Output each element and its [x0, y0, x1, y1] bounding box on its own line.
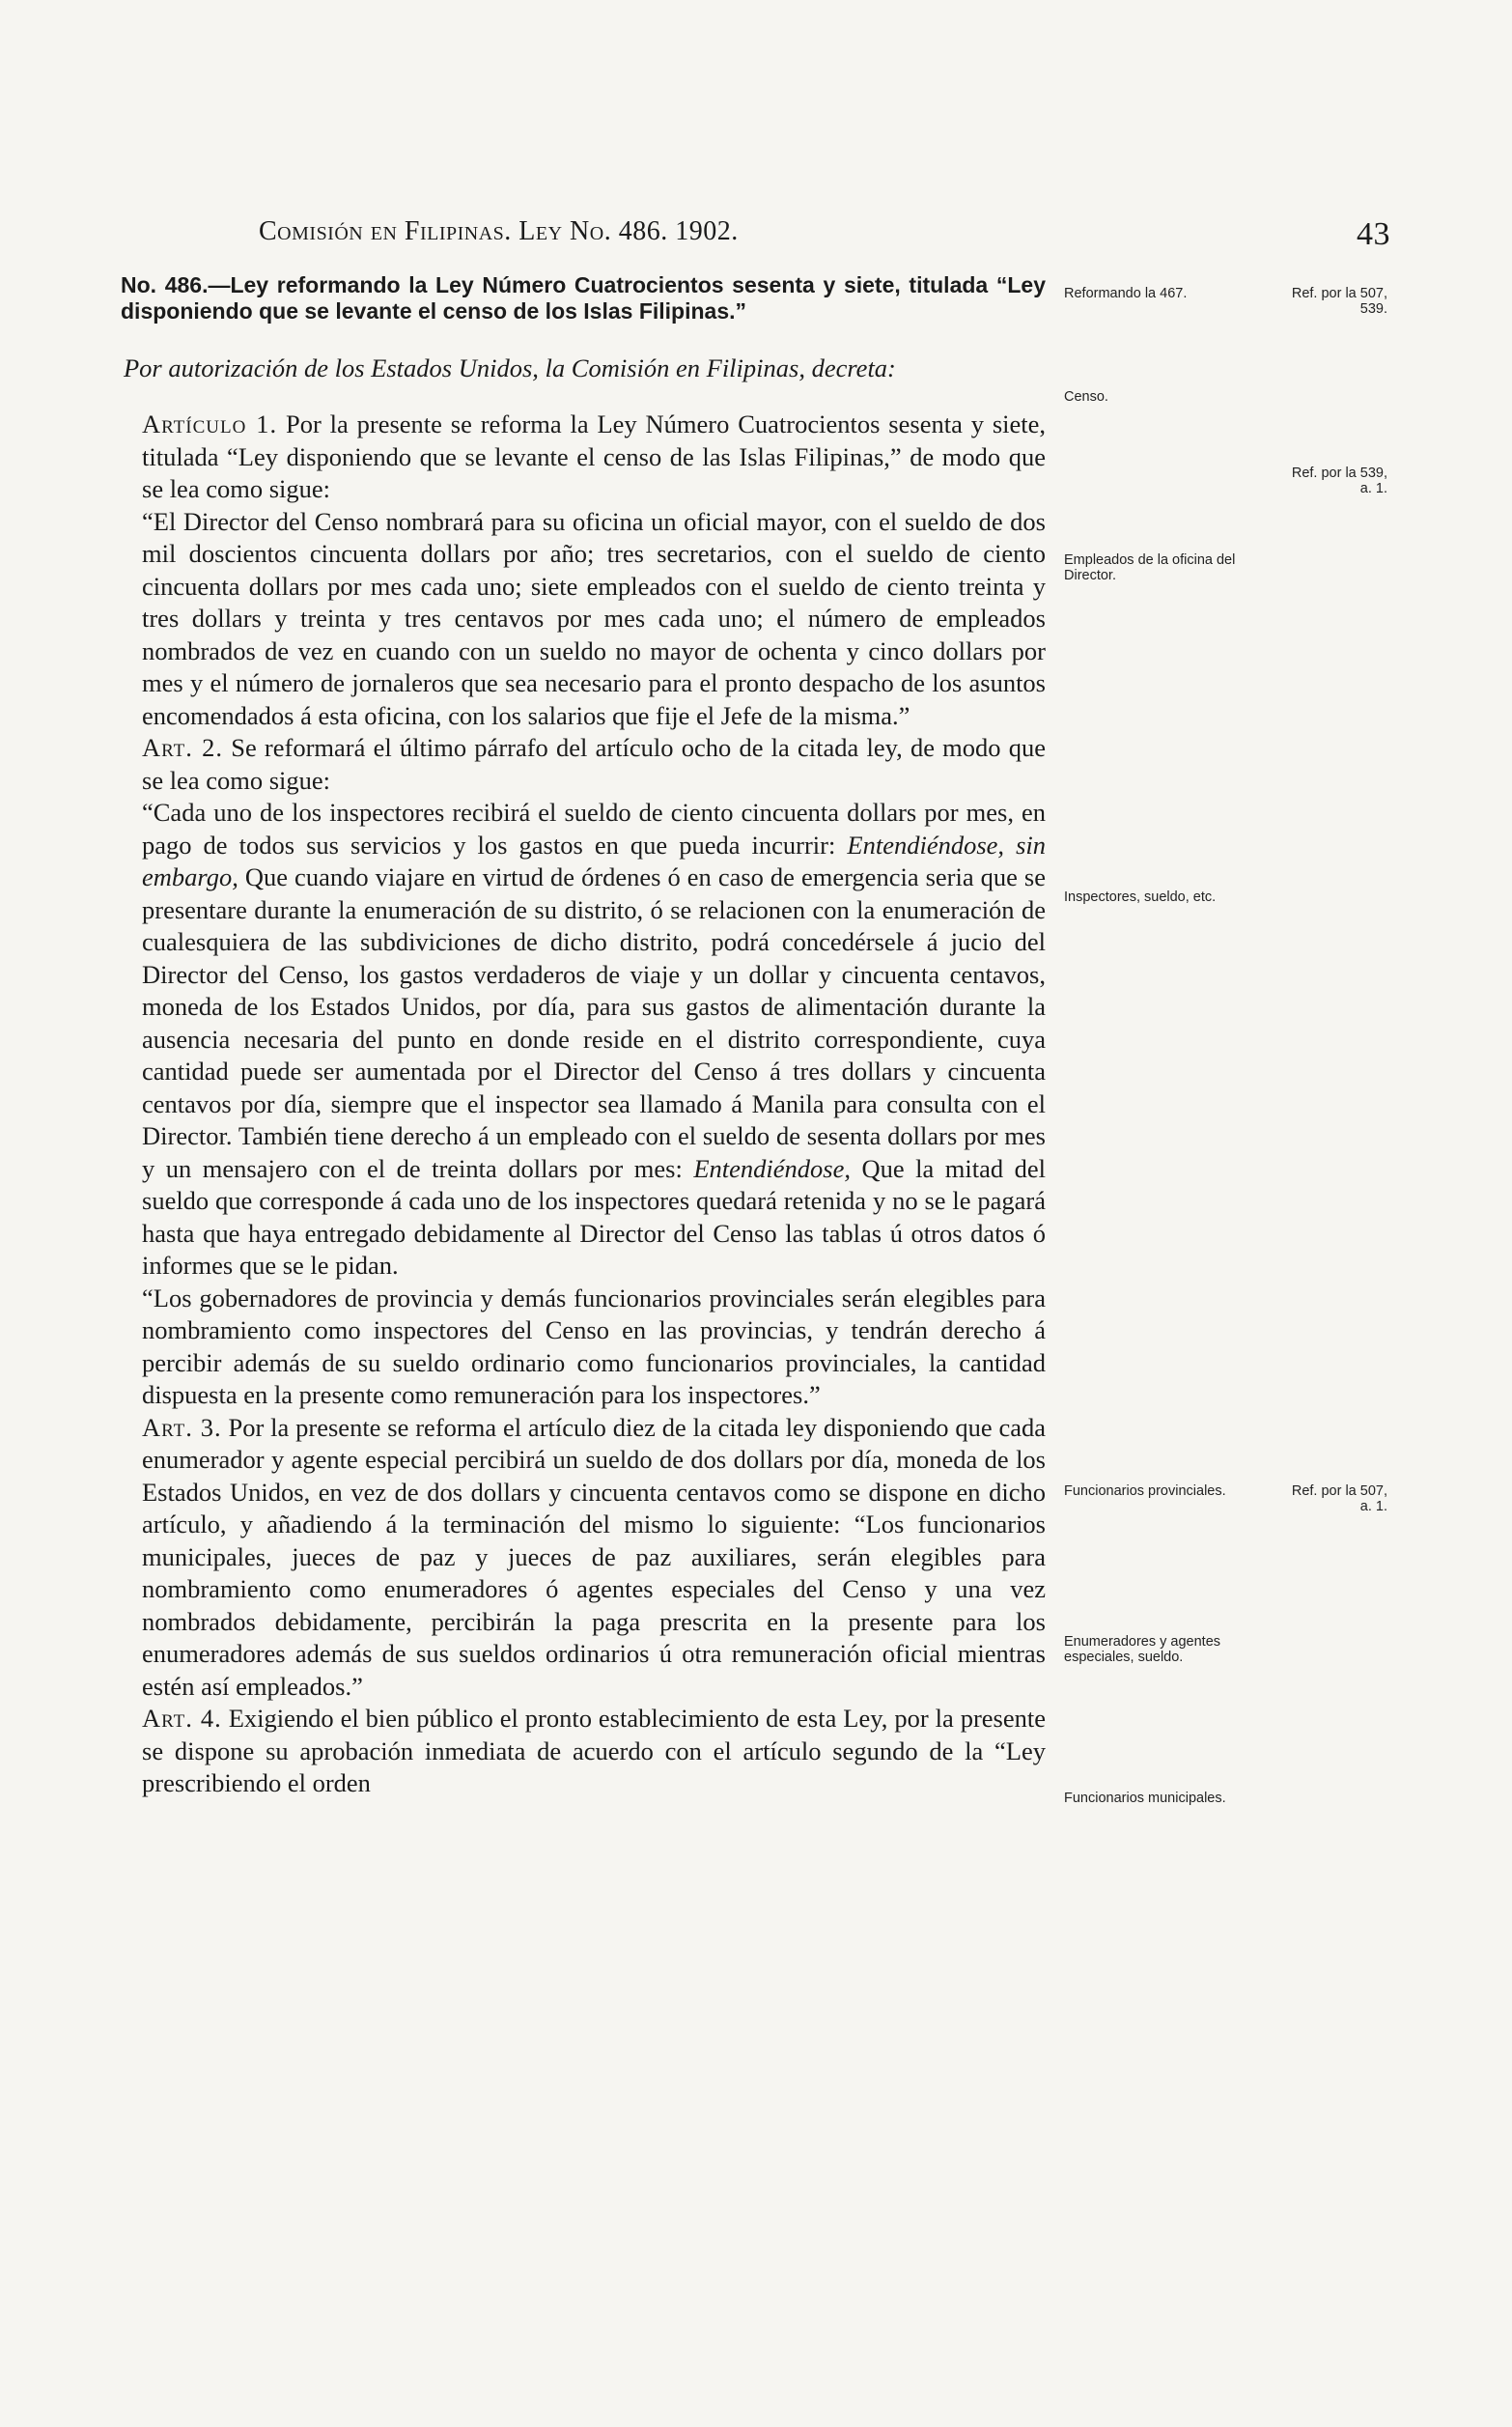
- article-2-quote-inspectors: [121, 797, 1046, 1283]
- margin-note-funcionarios-municipales: Funcionarios municipales.: [1064, 1791, 1226, 1806]
- article-4-text: Exigiendo el bien público el pronto establecimiento de esta Ley, por la presente se dispone su aprobación inmediata de acuerdo con el artículo segundo de la “Ley prescribiendo el orden: [142, 1704, 1047, 1797]
- margin-ref-507: Ref. por la 507, a. 1.: [1291, 1483, 1387, 1514]
- margin-ref-507-539: Ref. por la 507, 539.: [1291, 286, 1387, 317]
- margin-note-funcionarios-provinciales: Funcionarios provinciales.: [1064, 1483, 1226, 1499]
- article-2-quote-b: Que cuando viajare en virtud de órdenes ó en caso de emergencia seria que se presentare durante la enumeración de su distrito, ó se relacionen con la enumeración de cualesquiera de las subdiviciones de dicho distrito, podrá concedérsele á jucio del Director del Censo, los gastos verdaderos de viaje y un dollar y cincuenta centavos, moneda de los Estados Unidos, por día, para sus gastos de alimentación durante la ausencia necesaria del punto en donde reside en el distrito correspondiente, cuya cantidad puede ser aumentada por el Director del Censo á tres dollars y cincuenta centavos por día, siempre que el inspector sea llamado á Manila para consulta con el Director. También tiene derecho á un empleado con el sueldo de sesenta dollars por mes y un mensajero con el de treinta dollars por mes:: [142, 862, 1046, 1183]
- article-4: [121, 1703, 1046, 1800]
- article-3: [121, 1412, 1046, 1704]
- article-1-quote: “El Director del Censo nombrará para su oficina un oficial mayor, con el sueldo de dos mil doscientos cincuenta dollars por año; tres secretarios, con el sueldo de ciento cincuenta dollars por mes cada uno; siete empleados con el sueldo de ciento treinta y tres dollars y treinta y tres centavos por mes cada uno; el número de empleados nombrados de vez en cuando con un sueldo no mayor de ochenta y cinco dollars por mes y el número de jornaleros que sea necesario para el pronto despacho de los asuntos encomendados á esta oficina, con los salarios que fije el Jefe de la misma.”: [142, 506, 1046, 730]
- main-text-column: [121, 272, 1046, 1800]
- margin-note-censo: Censo.: [1064, 389, 1108, 405]
- article-2-text: Se reformará el último párrafo del artículo ocho de la citada ley, de modo que se lea como sigue:: [142, 733, 1047, 795]
- article-4-label: Art. 4.: [142, 1704, 222, 1733]
- article-2: [121, 732, 1046, 797]
- article-2-proviso-2: Entendiéndose,: [693, 1153, 851, 1183]
- running-title: Comisión en Filipinas. Ley No. 486. 1902.: [259, 216, 739, 246]
- article-1: [121, 409, 1046, 506]
- article-3-label: Art. 3.: [142, 1412, 222, 1442]
- article-3-text: Por la presente se reforma el artículo diez de la citada ley disponiendo que cada enumerador y agente especial percibirá un sueldo de dos dollars por día, moneda de los Estados Unidos, en vez de dos dollars y cincuenta centavos como se dispone en dicho artículo, y añadiendo á la terminación del mismo lo siguiente: “Los funcionarios municipales, jueces de paz y jueces de paz auxiliares, serán elegibles para nombramiento como enumeradores ó agentes especiales del Censo y una vez nombrados debidamente, percibirán la paga prescrita en la presente para los enumeradores además de sus sueldos ordinarios ú otra remuneración oficial mientras estén así empleados.”: [142, 1412, 1046, 1701]
- enacting-clause: Por autorización de los Estados Unidos, la Comisión en Filipinas, decreta:: [124, 353, 896, 382]
- page-number: 43: [1357, 216, 1390, 252]
- margin-ref-539: Ref. por la 539, a. 1.: [1291, 466, 1387, 496]
- article-2-quote-c: Que la mitad del sueldo que corresponde á cada uno de los inspectores quedará retenida y no se le pagará hasta que haya entregado debidamente al Director del Censo las tablas ú otros datos ó informes que se le pidan.: [142, 1153, 1047, 1280]
- article-2-quote-a: “Cada uno de los inspectores recibirá el sueldo de ciento cincuenta dollars por mes, en pago de todos sus servicios y los gastos en que pueda incurrir:: [142, 798, 1046, 860]
- margin-note-enumeradores: Enumeradores y agentes especiales, sueldo.: [1064, 1634, 1221, 1665]
- margin-note-empleados: Empleados de la oficina del Director.: [1064, 552, 1236, 583]
- article-2-quote-governors: “Los gobernadores de provincia y demás funcionarios provinciales serán elegibles para nombramiento como inspectores del Censo en las provincias, y tendrán derecho á percibir además de su sueldo ordinario como funcionarios provinciales, la cantidad dispuesta en la presente como remuneración para los inspectores.”: [142, 1283, 1046, 1409]
- article-2-proviso-1: Entendiéndose, sin embargo,: [142, 830, 1046, 891]
- law-title: No. 486.—Ley reformando la Ley Número Cuatrocientos sesenta y siete, titulada “Ley disponiendo que se levante el censo de los Islas Filipinas.”: [121, 272, 1046, 324]
- margin-note-inspectores: Inspectores, sueldo, etc.: [1064, 889, 1217, 905]
- article-1-label: Artículo 1.: [142, 409, 278, 438]
- margin-note-reformando: Reformando la 467.: [1064, 286, 1188, 301]
- page-header: [259, 216, 1390, 255]
- article-1-text: Por la presente se reforma la Ley Número Cuatrocientos sesenta y siete, titulada “Ley disponiendo que se levante el censo de las Islas Filipinas,” de modo que se lea como sigue:: [142, 409, 1047, 503]
- article-2-label: Art. 2.: [142, 733, 223, 762]
